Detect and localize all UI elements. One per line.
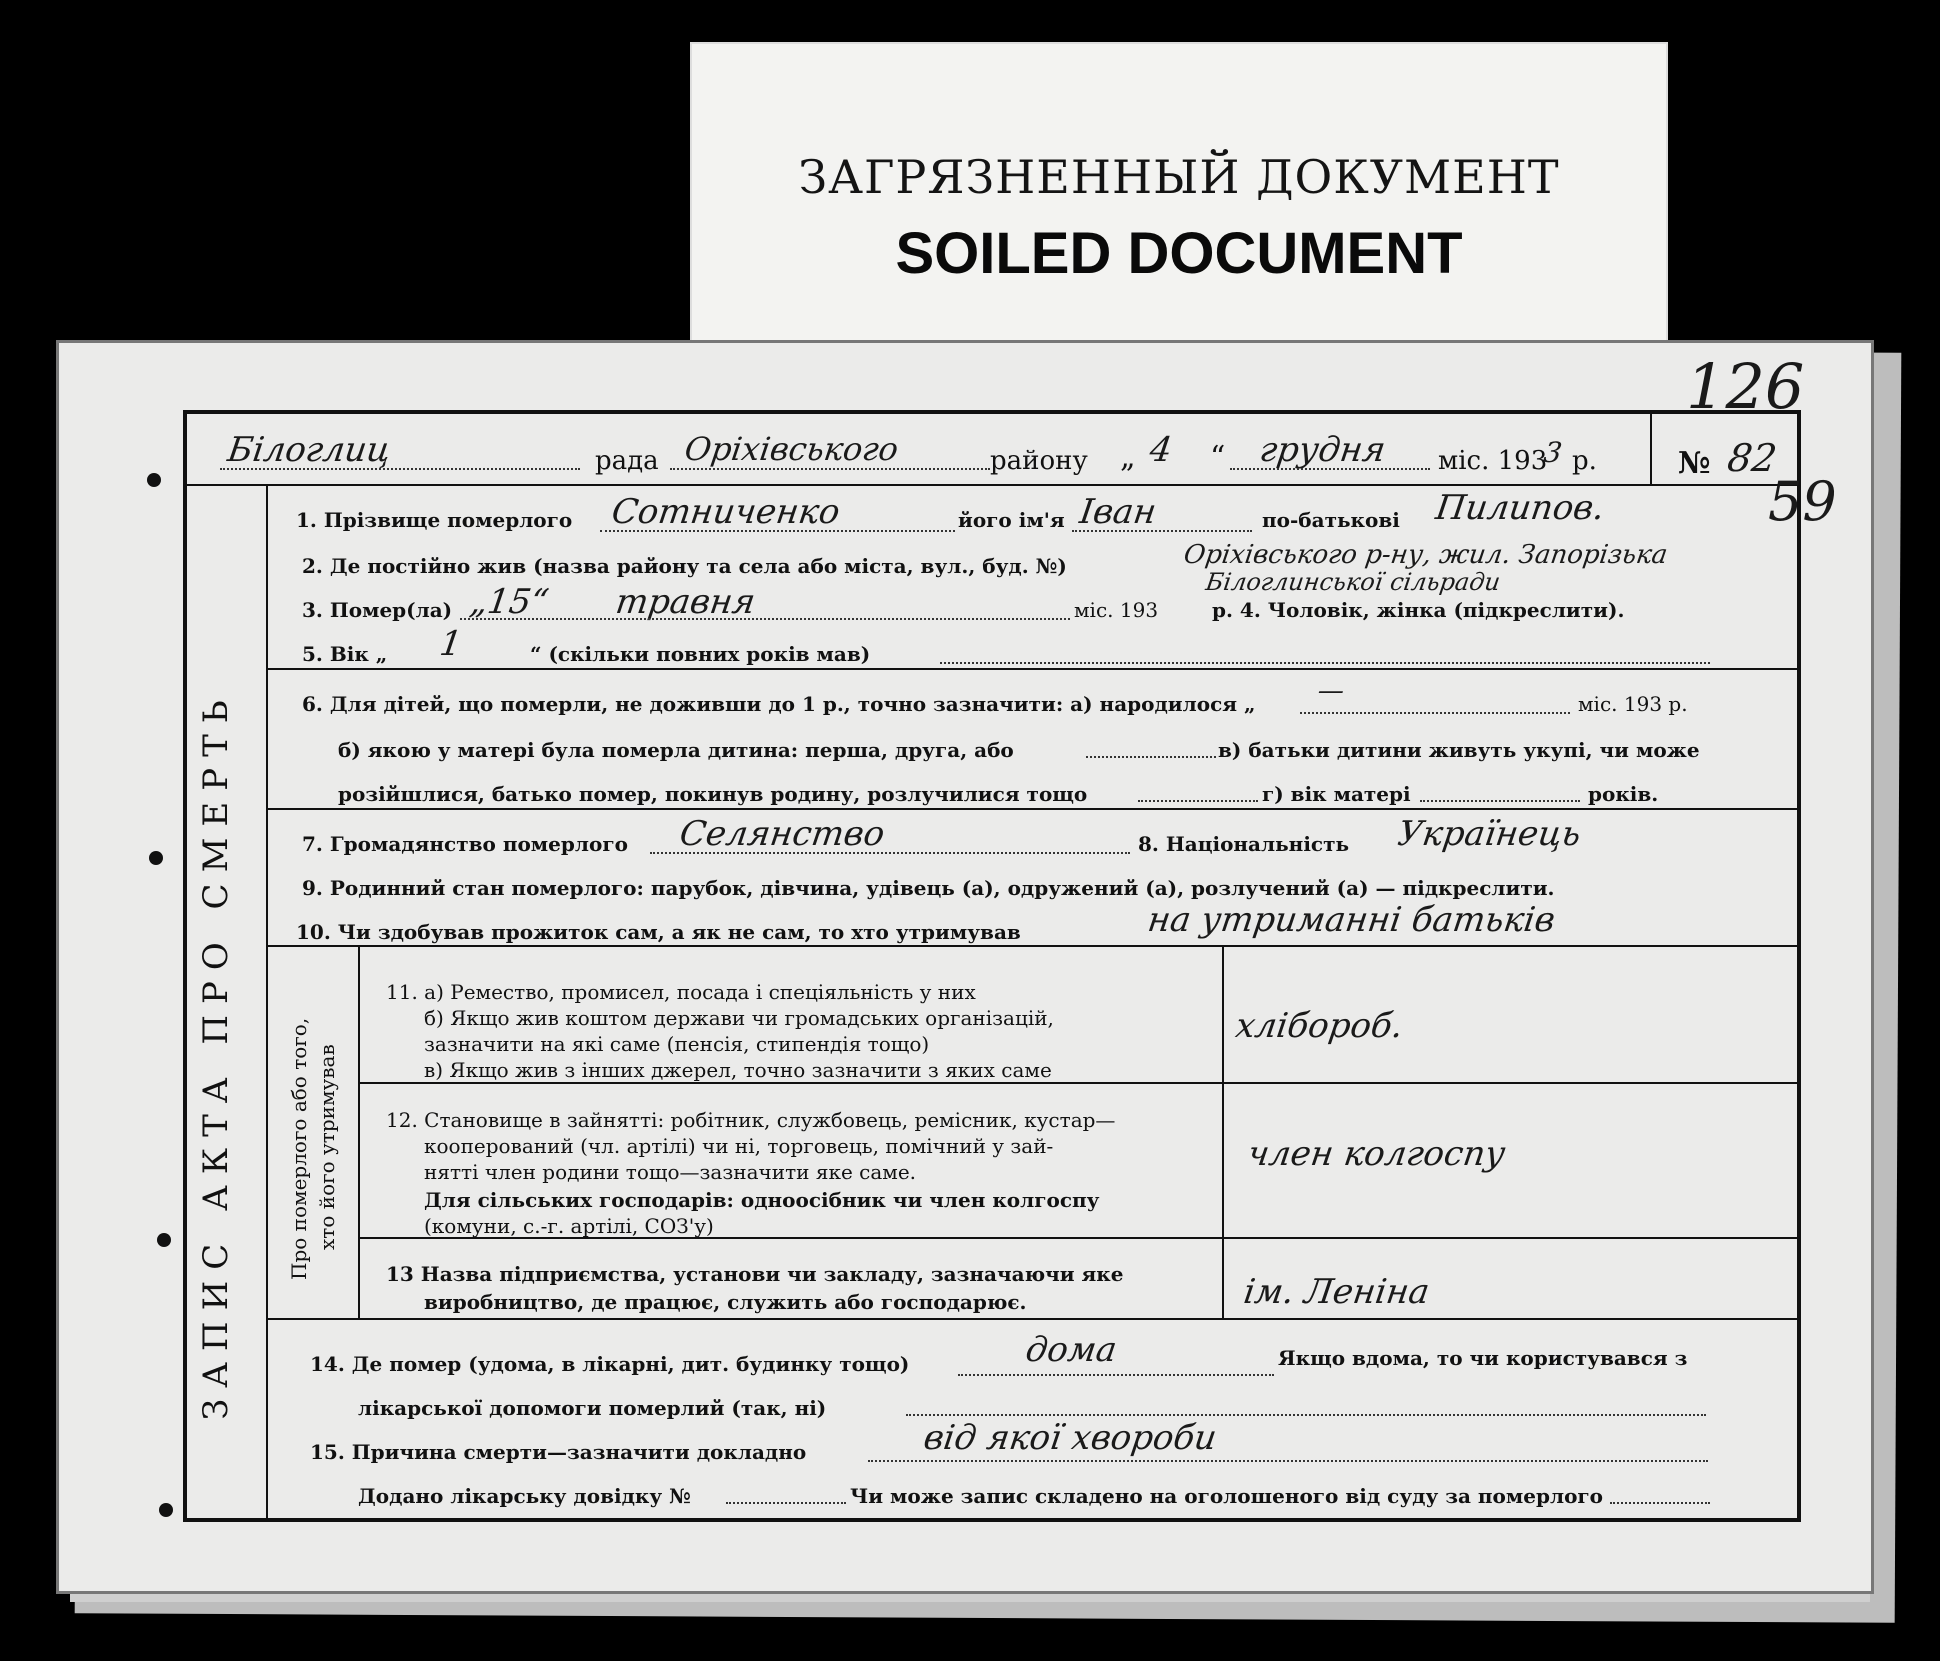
fill-line	[868, 1460, 1708, 1462]
soiled-document-label	[690, 42, 1668, 342]
hw-death-month: травня	[613, 582, 758, 622]
lbl-mis: міс. 193	[1074, 598, 1159, 622]
lbl-rada: рада	[595, 446, 659, 476]
fill-line	[906, 1414, 1706, 1416]
hw-occupation: хлібороб.	[1233, 1006, 1406, 1046]
label-title-en: SOILED DOCUMENT	[895, 221, 1463, 286]
hw-dash: —	[1315, 676, 1347, 706]
lbl-employment: 12. Становище в зайнятті: робітник, службовець, ремісник, кустар—	[386, 1108, 1116, 1132]
rule	[1222, 945, 1224, 1318]
lbl-surname: 1. Прізвище померлого	[296, 508, 573, 532]
fill-line	[670, 468, 990, 470]
punch-hole	[147, 473, 161, 487]
fill-line	[726, 1502, 846, 1504]
lbl-employment: кооперований (чл. артілі) чи ні, торговець, помічний у зай-	[424, 1134, 1054, 1158]
hw-district: Оріхівського	[682, 430, 901, 468]
hw-name: Іван	[1077, 492, 1159, 532]
lbl-patronymic: по-батькові	[1262, 508, 1400, 532]
lbl-parents-2: розійшлися, батько помер, покинув родину, розлучилися тощо	[338, 782, 1088, 806]
lbl-child-order: б) якою у матері була померла дитина: перша, друга, або	[338, 738, 1014, 762]
rule	[266, 945, 1801, 947]
hw-month: грудня	[1257, 430, 1388, 470]
hw-livelihood: на утриманні батьків	[1145, 900, 1558, 940]
lbl-died: 3. Помер(ла)	[302, 598, 453, 622]
fill-line	[220, 468, 580, 470]
lbl-residence: 2. Де постійно жив (назва району та села або міста, вул., буд. №)	[302, 554, 1067, 578]
hw-council: Білоглиц	[225, 430, 394, 470]
lbl-nationality: 8. Національність	[1138, 832, 1350, 856]
rule	[183, 484, 1801, 486]
lbl-infant: 6. Для дітей, що померли, не доживши до 1 р., точно зазначити: а) народилося „	[302, 692, 1256, 716]
lbl-quote: “	[1210, 440, 1226, 475]
fill-line	[1300, 712, 1570, 714]
rule	[266, 808, 1801, 810]
lbl-sex: р. 4. Чоловік, жінка (підкреслити).	[1212, 598, 1625, 622]
lbl-record-number: №	[1678, 446, 1711, 481]
lbl-workplace: виробництво, де працює, служить або господарює.	[424, 1290, 1027, 1314]
fill-line	[1230, 468, 1430, 470]
lbl-infant-month: міс. 193 р.	[1578, 692, 1688, 716]
lbl-employment: (комуни, с.-г. артілі, СОЗ'у)	[424, 1214, 714, 1238]
rule	[266, 1318, 1801, 1320]
lbl-occupation: б) Якщо жив коштом держави чи громадських організацій,	[424, 1006, 1054, 1030]
hw-death-place: дома	[1023, 1330, 1120, 1370]
hw-citizenship: Селянство	[677, 814, 888, 854]
lbl-mis: міс. 193	[1438, 446, 1548, 476]
fill-line	[460, 618, 1070, 620]
lbl-quote: „	[1120, 440, 1136, 475]
fill-line	[1610, 1502, 1710, 1504]
rule	[358, 945, 360, 1318]
hw-nationality: Українець	[1395, 814, 1584, 854]
rule	[1650, 410, 1652, 484]
fill-line	[958, 1374, 1274, 1376]
rule	[266, 668, 1801, 670]
lbl-age-note: “ (скільки повних років мав)	[530, 642, 871, 666]
lbl-workplace: 13 Назва підприємства, установи чи закладу, зазначаючи яке	[386, 1262, 1124, 1286]
fill-line	[1138, 800, 1258, 802]
vertical-subtitle: Про померлого або того,	[287, 1017, 311, 1280]
hw-corner-number: 126	[1686, 350, 1805, 423]
hw-cause: від якої хвороби	[921, 1418, 1220, 1458]
fill-line	[1072, 530, 1252, 532]
hw-day: 4	[1147, 430, 1175, 470]
hw-address: Оріхівського р-ну, жил. Запорізька	[1181, 540, 1670, 570]
lbl-home-care: Якщо вдома, то чи користувався з	[1278, 1346, 1688, 1370]
lbl-medical-help: лікарської допомоги померлий (так, ні)	[358, 1396, 827, 1420]
lbl-occupation: зазначити на які саме (пенсія, стипендія тощо)	[424, 1032, 930, 1056]
lbl-livelihood: 10. Чи здобував прожиток сам, а як не сам, то хто утримував	[296, 920, 1021, 944]
lbl-citizenship: 7. Громадянство померлого	[302, 832, 628, 856]
rule	[266, 484, 268, 1522]
hw-workplace: ім. Леніна	[1241, 1272, 1432, 1312]
lbl-age: 5. Вік „	[302, 642, 388, 666]
fill-line	[600, 530, 955, 532]
rule	[358, 1082, 1801, 1084]
fill-line	[940, 662, 1710, 664]
lbl-court: Чи може запис складено на оголошеного від суду за померлого	[850, 1484, 1604, 1508]
punch-hole	[159, 1503, 173, 1517]
fill-line	[1086, 756, 1216, 758]
lbl-r: р.	[1572, 446, 1597, 476]
lbl-occupation: 11. а) Ремество, промисел, посада і спеціяльність у них	[386, 980, 976, 1004]
hw-corner-number: 59	[1768, 470, 1837, 533]
hw-address: Білоглинської сільради	[1204, 568, 1503, 596]
hw-death-day: „15“	[467, 582, 552, 622]
fill-line	[650, 852, 1130, 854]
lbl-raionu: району	[990, 446, 1088, 476]
lbl-name: його ім'я	[958, 508, 1065, 532]
lbl-employment: нятті член родини тощо—зазначити яке саме.	[424, 1160, 917, 1184]
fill-line	[1420, 800, 1580, 802]
lbl-death-place: 14. Де помер (удома, в лікарні, дит. будинку тощо)	[310, 1352, 910, 1376]
lbl-certificate: Додано лікарську довідку №	[358, 1484, 691, 1508]
lbl-marital: 9. Родинний стан померлого: парубок, дівчина, удівець (а), одружений (а), розлучений (а) — підкреслити.	[302, 876, 1555, 900]
form-vertical-title: ЗАПИС АКТА ПРО СМЕРТЬ	[196, 689, 236, 1420]
hw-age: 1	[437, 624, 465, 664]
hw-patronymic: Пилипов.	[1433, 488, 1607, 528]
hw-year: 3	[1541, 436, 1565, 469]
hw-record-number: 82	[1724, 436, 1780, 480]
lbl-parents: в) батьки дитини живуть укупі, чи може	[1218, 738, 1700, 762]
vertical-subtitle: хто його утримував	[315, 1044, 339, 1250]
hw-surname: Сотниченко	[609, 492, 843, 532]
punch-hole	[157, 1233, 171, 1247]
label-title-ru: ЗАГРЯЗНЕННЫЙ ДОКУМЕНТ	[798, 150, 1560, 204]
punch-hole	[149, 851, 163, 865]
lbl-years: років.	[1588, 782, 1659, 806]
lbl-employment: Для сільських господарів: одноосібник чи член колгоспу	[424, 1188, 1100, 1212]
lbl-occupation: в) Якщо жив з інших джерел, точно зазначити з яких саме	[424, 1058, 1052, 1082]
lbl-mother-age: г) вік матері	[1262, 782, 1411, 806]
hw-employment: член колгоспу	[1245, 1134, 1508, 1174]
lbl-cause: 15. Причина смерти—зазначити докладно	[310, 1440, 807, 1464]
